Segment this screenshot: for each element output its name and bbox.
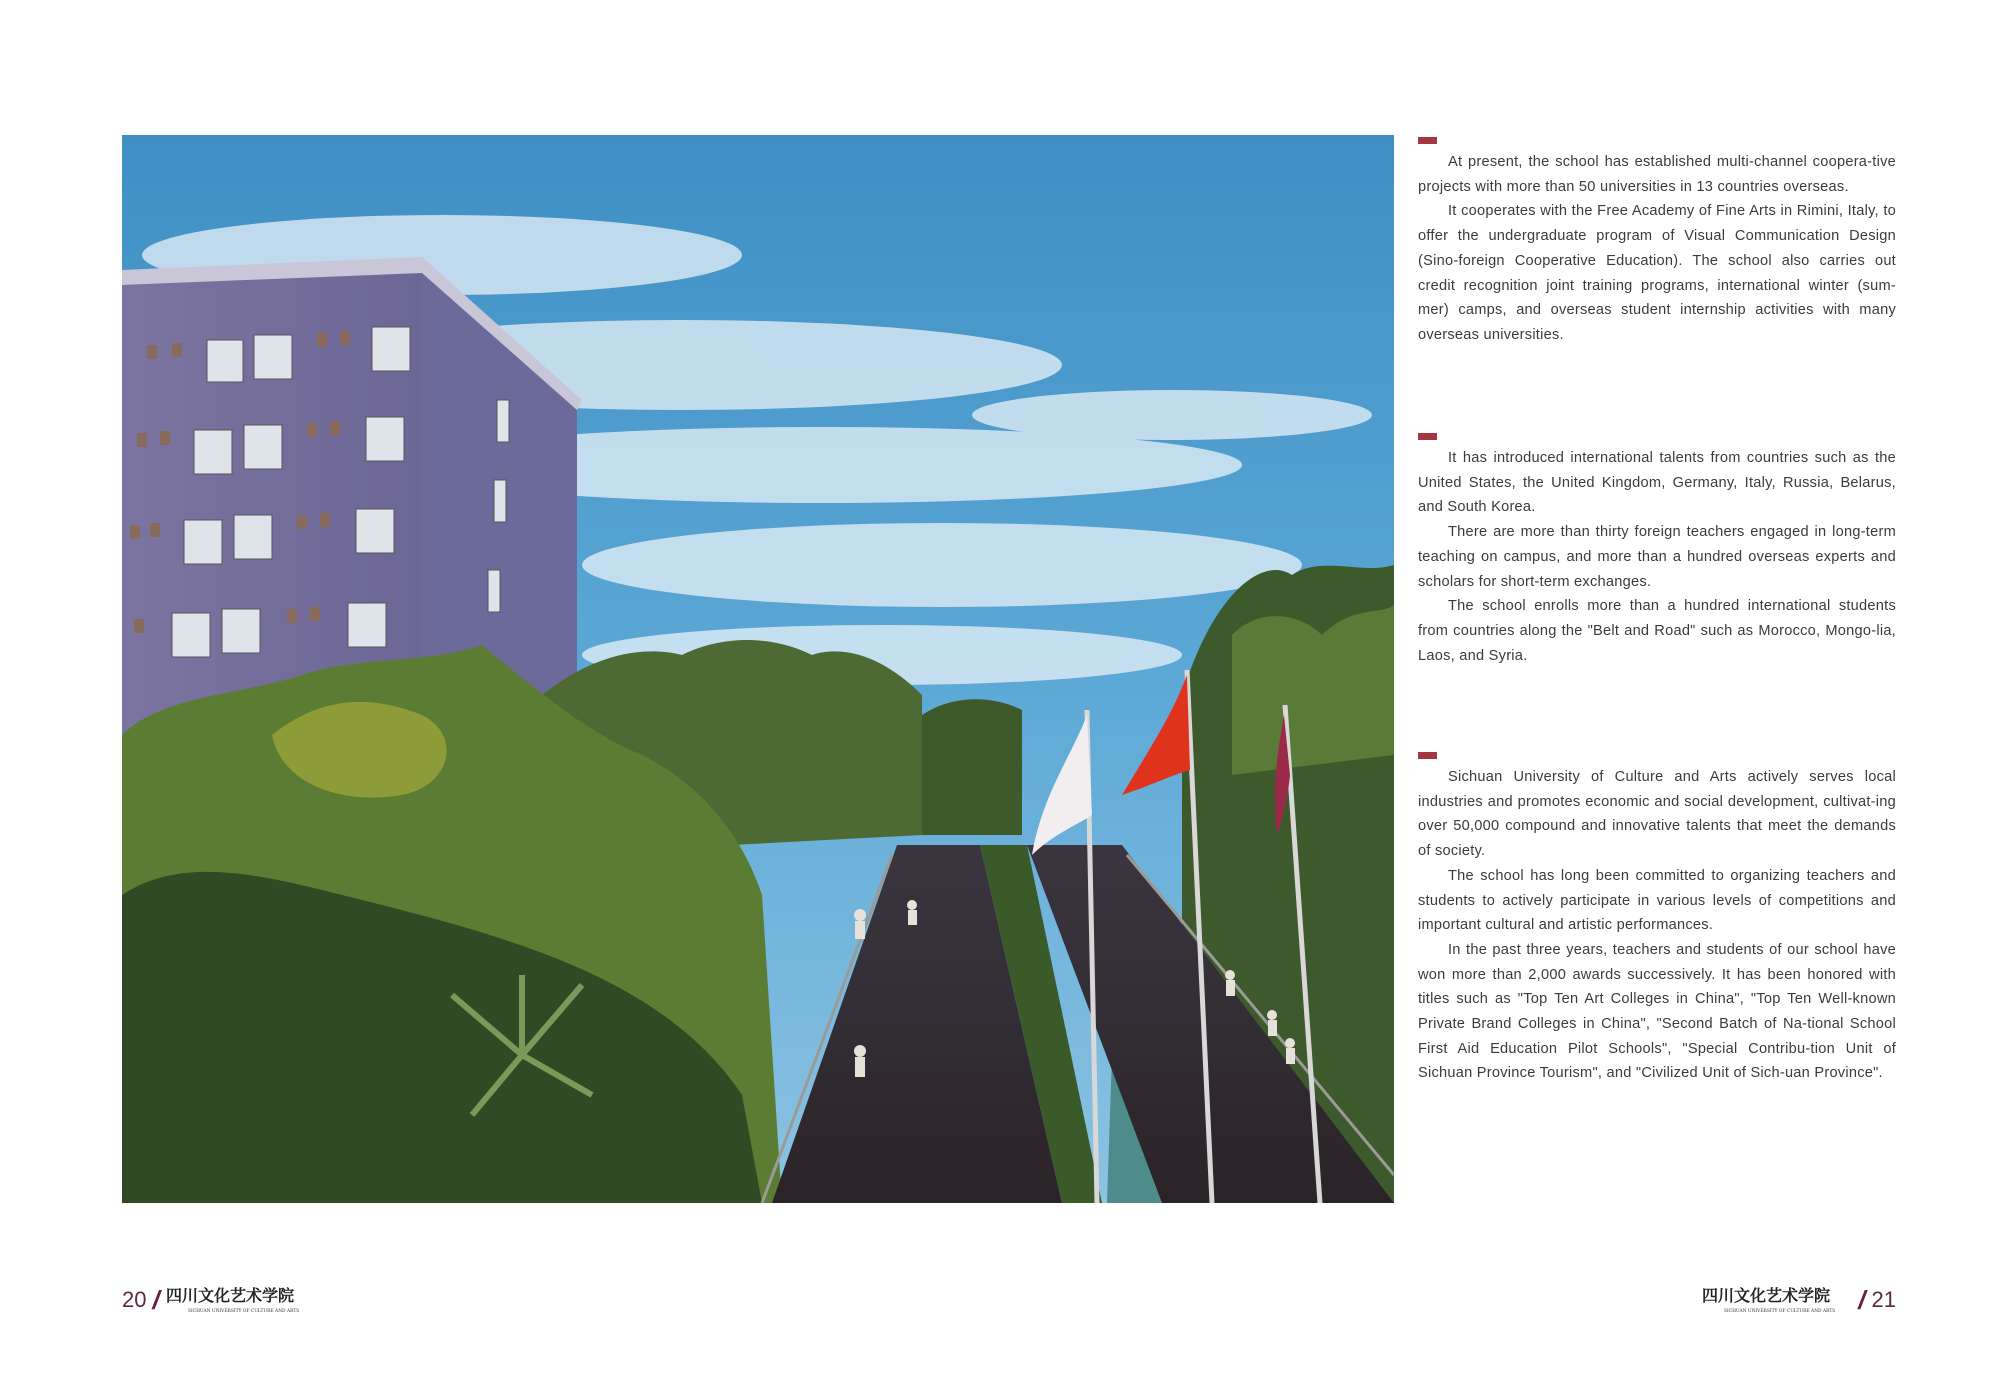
- section-marker: [1418, 752, 1437, 759]
- paragraph: It has introduced international talents from countries such as the United States, the United Kingdom, Germany, Italy, Russia, Belarus, and South Korea.: [1418, 450, 1896, 516]
- section-marker: [1418, 433, 1437, 440]
- svg-text:SICHUAN UNIVERSITY OF CULTURE: SICHUAN UNIVERSITY OF CULTURE AND ARTS: [187, 1309, 300, 1314]
- campus-scene-illustration: [122, 135, 1394, 1203]
- paragraph: In the past three years, teachers and students of our school have won more than 2,000 awards successively. It has been honored with titles such as "Top Ten Art Colleges in China", "Top Ten Well-known Private Brand Colleges in China", "Second Batch of Na-tional School First Aid Education Pilot Schools", "Special Contribu-tion Unit of Sichuan Province Tourism", and "Civilized Unit of Sich-uan Province".: [1418, 941, 1896, 1082]
- folio-right: [1702, 1285, 1896, 1315]
- paragraph: At present, the school has established multi-channel coopera-tive projects with more than 50 universities in 13 countries overseas.: [1418, 154, 1896, 195]
- folio-separator: /: [152, 1284, 160, 1315]
- folio-left: [122, 1285, 316, 1315]
- university-logo: [166, 1285, 316, 1315]
- paragraph: It cooperates with the Free Academy of Fine Arts in Rimini, Italy, to offer the undergraduate program of Visual Communication Design (Sino-foreign Cooperative Education). The school also carries out credit recognition joint training programs, international winter (sum-mer) camps, and overseas student internship activities with many overseas universities.: [1418, 203, 1896, 343]
- right-trees-highlight: [1232, 605, 1394, 775]
- section-marker: [1418, 137, 1437, 144]
- university-logo: [1702, 1285, 1852, 1315]
- section-international-talents: [1418, 433, 1896, 668]
- paragraph: The school enrolls more than a hundred international students from countries along the "Belt and Road" such as Morocco, Mongo-lia, Laos, and Syria.: [1418, 598, 1896, 664]
- svg-text:SICHUAN UNIVERSITY OF CULTURE: SICHUAN UNIVERSITY OF CULTURE AND ARTS: [1724, 1309, 1836, 1314]
- paragraph: The school has long been committed to organizing teachers and students to actively participate in various levels of competitions and important cultural and artistic performances.: [1418, 867, 1896, 934]
- page-number-left: 20: [122, 1287, 147, 1312]
- paragraph: Sichuan University of Culture and Arts actively serves local industries and promotes economic and social development, cultivat-ing over 50,000 compound and innovative talents that meet the demands of society.: [1418, 769, 1896, 860]
- section-social-service: [1418, 752, 1896, 1086]
- page-number-right: 21: [1871, 1287, 1896, 1312]
- middle-trees-2: [922, 699, 1022, 835]
- section-international-cooperation: [1418, 137, 1896, 348]
- campus-photo: [122, 135, 1394, 1203]
- folio-separator: /: [1858, 1284, 1866, 1315]
- svg-text:四川文化艺术学院: 四川文化艺术学院: [165, 1286, 294, 1305]
- paragraph: There are more than thirty foreign teachers engaged in long-term teaching on campus, and more than a hundred overseas experts and scholars for short-term exchanges.: [1418, 524, 1896, 590]
- svg-text:四川文化艺术学院: 四川文化艺术学院: [1702, 1286, 1831, 1305]
